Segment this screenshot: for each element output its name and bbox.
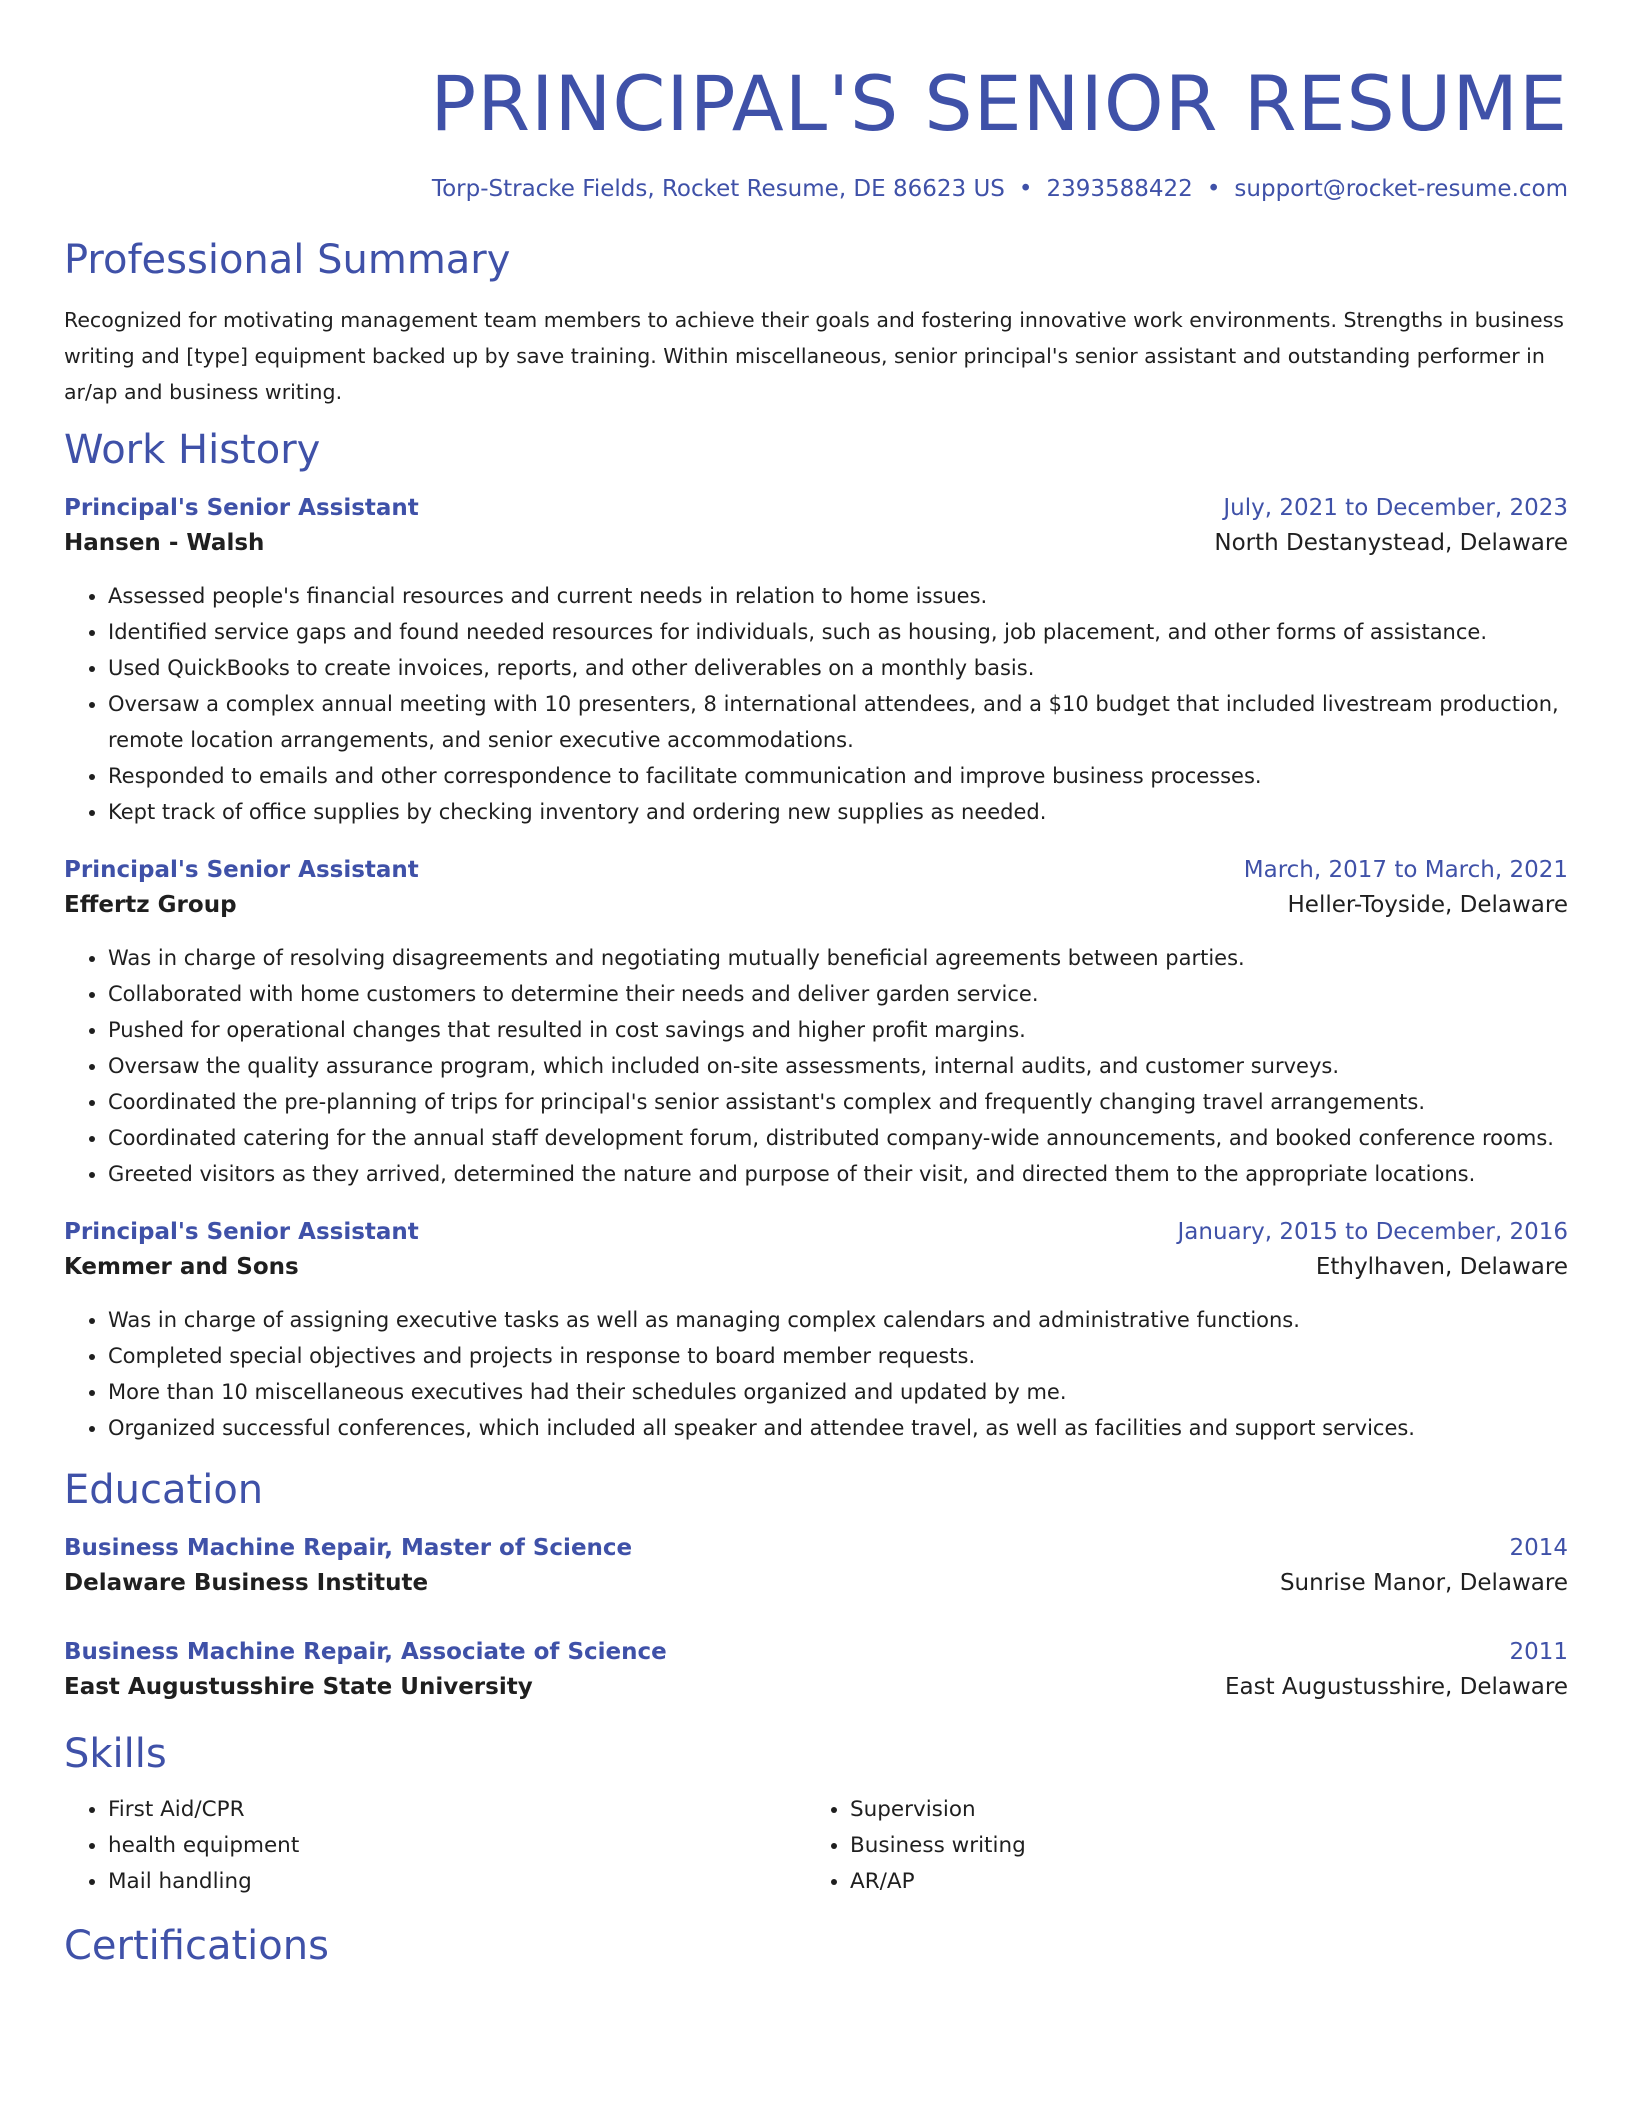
summary-section [64, 234, 1568, 410]
skill-item: • First Aid/CPR [108, 1792, 806, 1828]
skills-section [64, 1728, 1568, 1900]
education-entry [64, 1636, 1568, 1706]
job-dates: July, 2021 to December, 2023 [1223, 495, 1568, 521]
job-company: Kemmer and Sons [64, 1254, 299, 1280]
education-year: 2014 [1509, 1535, 1568, 1561]
job-bullets [64, 1302, 1568, 1446]
skills-list-left [64, 1792, 806, 1900]
job-bullet: • Oversaw the quality assurance program, which included on-site assessments, internal audits, and customer surveys. [108, 1048, 1568, 1084]
work-section [64, 424, 1568, 1446]
job-bullet: • Assessed people's financial resources and current needs in relation to home issues. [108, 578, 1568, 614]
job-entry [64, 1216, 1568, 1446]
job-company: Effertz Group [64, 892, 237, 918]
education-school: Delaware Business Institute [64, 1570, 429, 1596]
skill-item: • AR/AP [850, 1864, 1548, 1900]
job-dates: January, 2015 to December, 2016 [1177, 1219, 1568, 1245]
job-bullet: • Coordinated catering for the annual staff development forum, distributed company-wide announcements, and booked conference rooms. [108, 1120, 1568, 1156]
job-title: Principal's Senior Assistant [64, 495, 419, 521]
section-heading-skills: Skills [64, 1731, 167, 1777]
contact-separator: • [1018, 176, 1033, 202]
job-bullet: • Oversaw a complex annual meeting with 10 presenters, 8 international attendees, and a $10 budget that included livestream production, remote location arrangements, and senior executive accommodations. [108, 686, 1568, 758]
job-bullet: • Organized successful conferences, which included all speaker and attendee travel, as well as facilities and support services. [108, 1410, 1568, 1446]
skill-item: • Business writing [850, 1828, 1548, 1864]
job-dates: March, 2017 to March, 2021 [1243, 857, 1568, 883]
skills-columns [64, 1792, 1568, 1900]
contact-phone: 2393588422 [1046, 176, 1193, 202]
job-bullets [64, 578, 1568, 830]
job-bullet: • Was in charge of assigning executive tasks as well as managing complex calendars and administrative functions. [108, 1302, 1568, 1338]
education-entry [64, 1532, 1568, 1602]
education-degree: Business Machine Repair, Master of Science [64, 1535, 633, 1561]
job-bullets [64, 940, 1568, 1192]
job-company: Hansen - Walsh [64, 530, 265, 556]
job-location: North Destanystead, Delaware [1214, 530, 1568, 556]
job-bullet: • Used QuickBooks to create invoices, reports, and other deliverables on a monthly basis. [108, 650, 1568, 686]
job-bullet: • Coordinated the pre-planning of trips for principal's senior assistant's complex and frequently changing travel arrangements. [108, 1084, 1568, 1120]
education-degree: Business Machine Repair, Associate of Science [64, 1639, 667, 1665]
job-bullet: • Responded to emails and other correspondence to facilitate communication and improve business processes. [108, 758, 1568, 794]
contact-separator: • [1206, 176, 1221, 202]
skill-item: • Mail handling [108, 1864, 806, 1900]
section-heading-education: Education [64, 1467, 264, 1513]
resume-name: PRINCIPAL'S SENIOR RESUME [430, 59, 1568, 148]
job-bullet: • Kept track of office supplies by checking inventory and ordering new supplies as needed. [108, 794, 1568, 830]
job-bullet: • Completed special objectives and projects in response to board member requests. [108, 1338, 1568, 1374]
contact-line [64, 174, 1568, 204]
job-bullet: • More than 10 miscellaneous executives had their schedules organized and updated by me. [108, 1374, 1568, 1410]
job-title: Principal's Senior Assistant [64, 1219, 419, 1245]
job-entry [64, 854, 1568, 1192]
education-year: 2011 [1509, 1639, 1568, 1665]
certifications-section [64, 1920, 1568, 1972]
skill-item: • Supervision [850, 1792, 1548, 1828]
contact-address: Torp-Stracke Fields, Rocket Resume, DE 86623 US [431, 176, 1005, 202]
job-bullet: • Collaborated with home customers to determine their needs and deliver garden service. [108, 976, 1568, 1012]
job-location: Heller-Toyside, Delaware [1287, 892, 1568, 918]
job-bullet: • Identified service gaps and found needed resources for individuals, such as housing, job placement, and other forms of assistance. [108, 614, 1568, 650]
education-section [64, 1464, 1568, 1706]
contact-email: support@rocket-resume.com [1234, 176, 1568, 202]
job-entry [64, 492, 1568, 830]
skills-list-right [806, 1792, 1548, 1900]
education-location: East Augustusshire, Delaware [1224, 1674, 1568, 1700]
job-bullet: • Was in charge of resolving disagreements and negotiating mutually beneficial agreements between parties. [108, 940, 1568, 976]
summary-text: Recognized for motivating management team members to achieve their goals and fostering innovative work environments. Strengths in business writing and [type] equipment backed up by save training. Within miscellaneous, senior principal's senior assistant and outstanding performer in ar/ap and business writing. [64, 308, 1564, 404]
section-heading-work: Work History [64, 427, 321, 473]
skill-item: • health equipment [108, 1828, 806, 1864]
job-title: Principal's Senior Assistant [64, 857, 419, 883]
education-school: East Augustusshire State University [64, 1674, 533, 1700]
section-heading-summary: Professional Summary [64, 237, 511, 283]
job-location: Ethylhaven, Delaware [1315, 1254, 1568, 1280]
education-location: Sunrise Manor, Delaware [1279, 1570, 1568, 1596]
job-bullet: • Greeted visitors as they arrived, determined the nature and purpose of their visit, and directed them to the appropriate locations. [108, 1156, 1568, 1192]
section-heading-certifications: Certifications [64, 1923, 329, 1969]
job-bullet: • Pushed for operational changes that resulted in cost savings and higher profit margins. [108, 1012, 1568, 1048]
